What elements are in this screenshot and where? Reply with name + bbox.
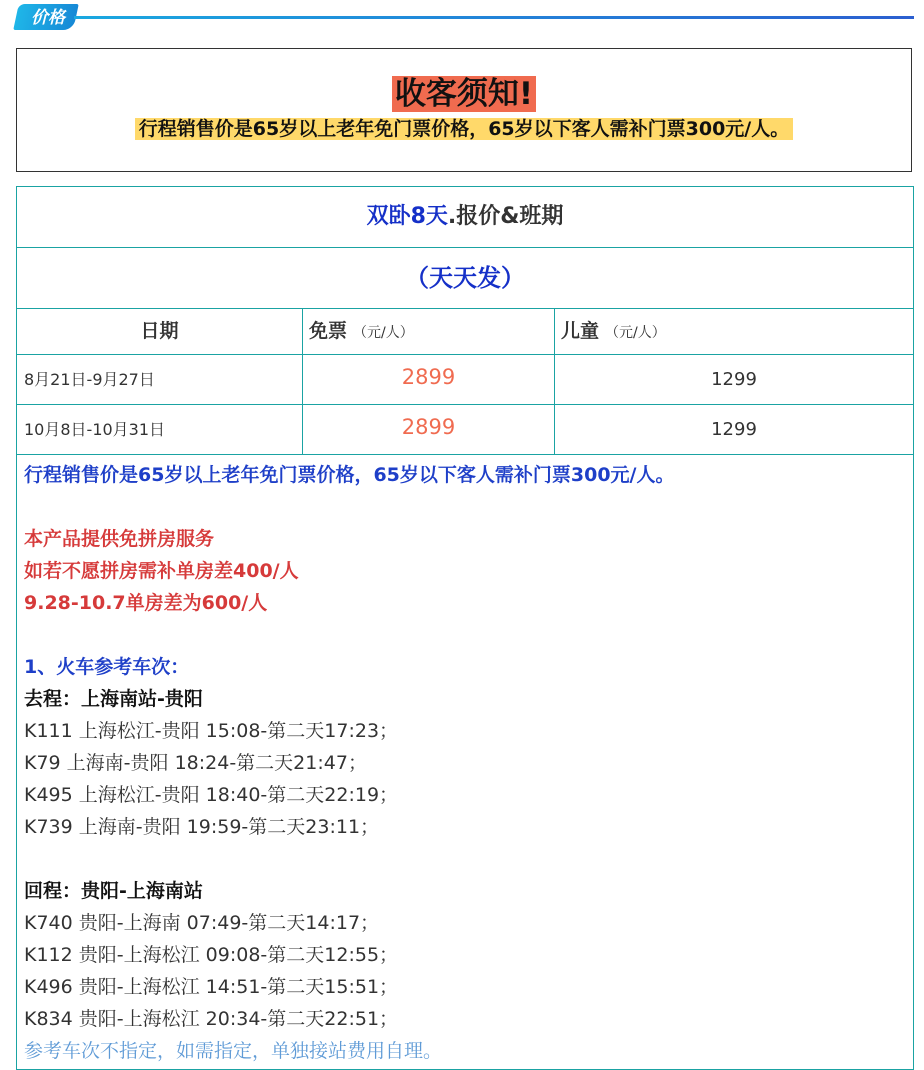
section-tab-label: 价格 <box>31 8 65 28</box>
row-free-price: 2899 <box>303 355 555 404</box>
row-child-price: 1299 <box>711 369 757 390</box>
header-child <box>555 309 913 354</box>
notice-body-text: 行程销售价是65岁以上老年免门票价格，65岁以下客人需补门票300元/人。 <box>135 118 793 140</box>
header-date: 日期 <box>17 309 303 354</box>
room-line: 9.28-10.7单房差为600/人 <box>24 592 268 614</box>
room-line: 本产品提供免拼房服务 <box>24 528 215 550</box>
footnote: 参考车次不指定，如需指定，单独接站费用自理。 <box>24 1040 443 1062</box>
notice-title: 收客须知! <box>392 76 536 112</box>
notice-box <box>16 48 912 172</box>
train-line: K495 上海松江-贵阳 18:40-第二天22:19； <box>24 784 399 806</box>
row-child-price: 1299 <box>711 419 757 440</box>
notice-body <box>17 117 911 141</box>
row-date: 10月8日-10月31日 <box>17 405 303 454</box>
row-date: 8月21日-9月27日 <box>17 355 303 404</box>
price-table <box>16 186 914 1070</box>
price-note: 行程销售价是65岁以上老年免门票价格，65岁以下客人需补门票300元/人。 <box>24 464 675 486</box>
table-row <box>17 405 913 455</box>
header-child-unit: （元/人） <box>605 325 666 341</box>
info-block <box>17 455 913 1067</box>
train-heading: 1、火车参考车次： <box>24 656 190 678</box>
train-line: K111 上海松江-贵阳 15:08-第二天17:23； <box>24 720 399 742</box>
table-header-row <box>17 309 913 355</box>
section-header <box>16 4 914 32</box>
train-line: K79 上海南-贵阳 18:24-第二天21:47； <box>24 752 367 774</box>
header-free <box>303 309 555 354</box>
header-free-label: 免票 <box>309 320 348 342</box>
price-table-subtitle: （天天发） <box>17 248 913 309</box>
train-line: K112 贵阳-上海松江 09:08-第二天12:55； <box>24 944 399 966</box>
return-heading: 回程：贵阳-上海南站 <box>24 880 203 902</box>
train-line: K740 贵阳-上海南 07:49-第二天14:17； <box>24 912 380 934</box>
train-line: K739 上海南-贵阳 19:59-第二天23:11； <box>24 816 380 838</box>
price-table-title-main: 双卧8天 <box>366 204 448 229</box>
row-free-price: 2899 <box>303 405 555 454</box>
train-line: K496 贵阳-上海松江 14:51-第二天15:51； <box>24 976 399 998</box>
header-free-unit: （元/人） <box>353 325 414 341</box>
room-line: 如若不愿拼房需补单房差400/人 <box>24 560 299 582</box>
table-row <box>17 355 913 405</box>
outbound-heading: 去程：上海南站-贵阳 <box>24 688 203 710</box>
price-table-title-rest: .报价&班期 <box>447 204 564 229</box>
train-line: K834 贵阳-上海松江 20:34-第二天22:51； <box>24 1008 399 1030</box>
price-table-title <box>17 187 913 248</box>
header-child-label: 儿童 <box>561 320 600 342</box>
section-divider <box>74 16 914 19</box>
